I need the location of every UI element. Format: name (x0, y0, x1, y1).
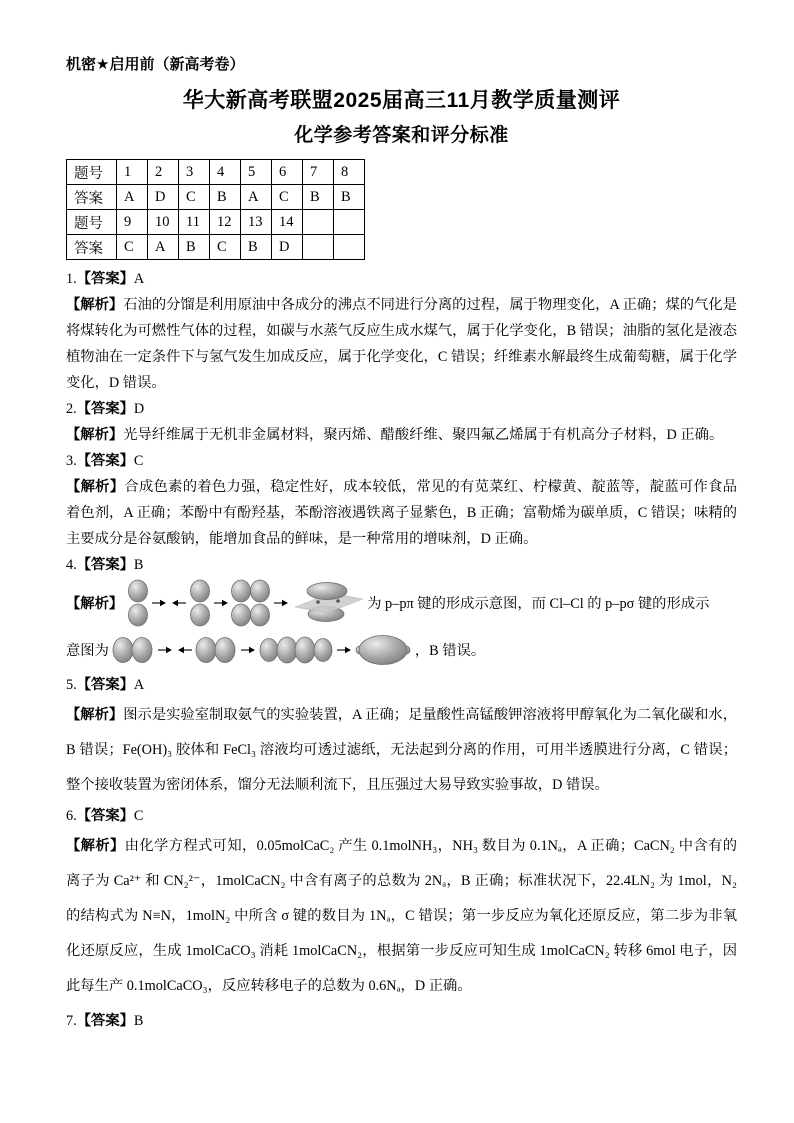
answer-value: B (133, 1013, 144, 1029)
answer-line (66, 448, 737, 474)
table-cell: 5 (241, 160, 272, 185)
answer-line (66, 396, 737, 422)
question-number: 3. (66, 453, 77, 469)
question-number: 2. (66, 401, 77, 417)
solution-4 (66, 552, 737, 672)
question-number: 7. (66, 1013, 77, 1029)
table-cell: A (241, 185, 272, 210)
answer-label: 【答案】 (76, 557, 134, 573)
table-cell: 1 (117, 160, 148, 185)
analysis-text-after-pi-diagram: 为 p–pπ 键的形成示意图，而 Cl–Cl 的 p–pσ 键的形成示 (367, 596, 710, 612)
table-cell: 12 (210, 210, 241, 235)
solution-2 (66, 396, 737, 448)
row-header: 题号 (67, 160, 117, 185)
answer-value: C (133, 808, 144, 824)
analysis-paragraph (66, 422, 737, 448)
analysis-paragraph (66, 698, 737, 803)
table-cell: B (334, 185, 365, 210)
analysis-paragraph (66, 474, 737, 552)
answer-line (66, 803, 737, 829)
table-row-answers-1-8 (67, 185, 365, 210)
answer-label: 【答案】 (76, 1013, 134, 1029)
table-cell-empty (303, 235, 334, 260)
answer-line (66, 266, 737, 292)
answer-label: 【答案】 (76, 401, 134, 417)
answer-value: A (133, 271, 145, 287)
question-number: 1. (66, 271, 77, 287)
table-cell: 4 (210, 160, 241, 185)
analysis-line-sigma-bond (66, 628, 737, 672)
row-header: 题号 (67, 210, 117, 235)
answer-value: C (133, 453, 144, 469)
table-cell: B (210, 185, 241, 210)
solution-3 (66, 448, 737, 552)
table-cell: D (272, 235, 303, 260)
row-header: 答案 (67, 185, 117, 210)
table-cell: 3 (179, 160, 210, 185)
analysis-label: 【解析】 (66, 297, 124, 313)
pi-bond-formation-diagram (125, 578, 365, 628)
table-cell: 9 (117, 210, 148, 235)
analysis-body: 石油的分馏是利用原油中各成分的沸点不同进行分离的过程，属于物理变化，A 正确；煤的气化是将煤转化为可燃性气体的过程，如碳与水蒸气反应生成水煤气，属于化学变化，B 错误；油脂的氢化是液态植物油在一定条件下与氢气发生加成反应，属于化学变化，C 错误；纤维素水解最终生成葡萄糖，属于化学变化，D 错误。 (66, 297, 738, 391)
analysis-line-pi-bond (66, 578, 737, 628)
table-row-question-numbers-1-8 (67, 160, 365, 185)
analysis-label: 【解析】 (66, 596, 124, 612)
table-row-answers-9-14 (67, 235, 365, 260)
answer-label: 【答案】 (76, 677, 134, 693)
answer-key-table (66, 159, 365, 260)
table-cell-empty (334, 235, 365, 260)
analysis-body: 合成色素的着色力强，稳定性好，成本较低，常见的有苋菜红、柠檬黄、靛蓝等，靛蓝可作食品着色剂，A 正确；苯酚中有酚羟基，苯酚溶液遇铁离子显紫色，B 正确；富勒烯为碳单质，C 错误；味精的主要成分是谷氨酸钠，能增加食品的鲜味，是一种常用的增味剂，D 正确。 (66, 479, 737, 547)
answer-value: A (133, 677, 145, 693)
document-title: 华大新高考联盟2025届高三11月教学质量测评 (182, 89, 621, 112)
table-cell: 2 (148, 160, 179, 185)
answer-line (66, 1008, 737, 1034)
table-cell: B (303, 185, 334, 210)
analysis-text-after-sigma-diagram: ，B 错误。 (414, 643, 486, 659)
table-cell: C (179, 185, 210, 210)
question-number: 4. (66, 557, 77, 573)
table-cell: D (148, 185, 179, 210)
table-cell: 13 (241, 210, 272, 235)
row-header: 答案 (67, 235, 117, 260)
table-cell-empty (334, 210, 365, 235)
table-cell: B (179, 235, 210, 260)
table-cell: 8 (334, 160, 365, 185)
answer-value: B (133, 557, 144, 573)
table-cell: 11 (179, 210, 210, 235)
table-cell: 6 (272, 160, 303, 185)
analysis-body: 图示是实验室制取氨气的实验装置，A 正确；足量酸性高锰酸钾溶液将甲醇氧化为二氧化碳和水，B 错误；Fe(OH)₃ 胶体和 FeCl₃ 溶液均可透过滤纸，无法起到分离的作用，可用半透膜进行分离，C 错误；整个接收装置为密闭体系，馏分无法顺利流下，且压强过大易导致实验事故，D 错误。 (66, 707, 738, 793)
answer-value: D (133, 401, 145, 417)
table-cell: B (241, 235, 272, 260)
solution-7 (66, 1008, 737, 1034)
table-cell: 7 (303, 160, 334, 185)
solution-1 (66, 266, 737, 396)
table-cell: C (210, 235, 241, 260)
analysis-text-prefix: 意图为 (66, 643, 109, 659)
question-number: 6. (66, 808, 77, 824)
table-cell: C (272, 185, 303, 210)
table-cell: 10 (148, 210, 179, 235)
table-cell: A (148, 235, 179, 260)
answer-line (66, 672, 737, 698)
answer-label: 【答案】 (76, 808, 134, 824)
classification-banner: 机密★启用前（新高考卷） (66, 56, 245, 73)
table-cell: C (117, 235, 148, 260)
table-cell-empty (303, 210, 334, 235)
analysis-paragraph (66, 829, 737, 1004)
solution-5 (66, 672, 737, 803)
answer-line (66, 552, 737, 578)
answer-label: 【答案】 (76, 453, 134, 469)
analysis-label: 【解析】 (66, 838, 125, 854)
analysis-body: 由化学方程式可知，0.05molCaC₂ 产生 0.1molNH₃，NH₃ 数目为 0.1Nₐ，A 正确；CaCN₂ 中含有的离子为 Ca²⁺ 和 CN₂²⁻，1molCaCN₂ 中含有离子的总数为 2Nₐ，B 正确；标准状况下，22.4LN₂ 为 1mol，N₂ 的结构式为 N≡N，1molN₂ 中所含 σ 键的数目为 1Nₐ，C 错误；第一步反应为氧化还原反应，第二步为非氧化还原反应，生成 1molCaCO₃ 消耗 1molCaCN₂，根据第一步反应可知生成 1molCaCN₂ 转移 6mol 电子，因此每生产 0.1molCaCO₃，反应转移电子的总数为 0.6Nₐ，D 正确。 (66, 838, 738, 994)
answer-label: 【答案】 (76, 271, 134, 287)
table-cell: 14 (272, 210, 303, 235)
document-subtitle: 化学参考答案和评分标准 (294, 125, 509, 146)
sigma-bond-formation-diagram (111, 630, 413, 670)
table-cell: A (117, 185, 148, 210)
question-number: 5. (66, 677, 77, 693)
analysis-label: 【解析】 (66, 427, 124, 443)
analysis-label: 【解析】 (66, 479, 125, 495)
solution-6 (66, 803, 737, 1004)
analysis-body: 光导纤维属于无机非金属材料，聚丙烯、醋酸纤维、聚四氟乙烯属于有机高分子材料，D 正确。 (123, 427, 724, 443)
analysis-label: 【解析】 (66, 707, 124, 723)
analysis-paragraph (66, 292, 737, 396)
table-row-question-numbers-9-14 (67, 210, 365, 235)
